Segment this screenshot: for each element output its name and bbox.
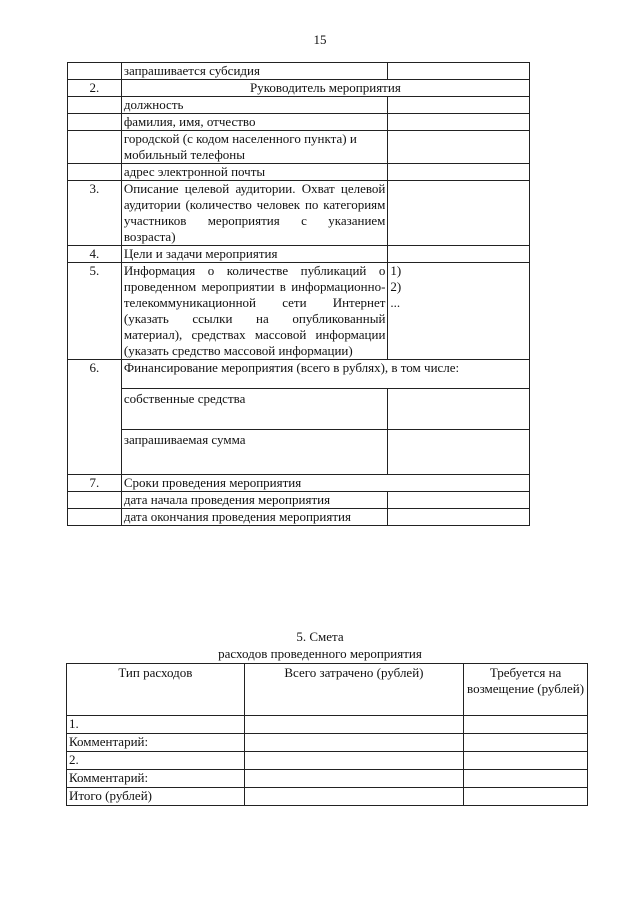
table-row xyxy=(68,114,530,131)
list-item: ... xyxy=(390,295,401,310)
table-row xyxy=(68,263,530,360)
table-row xyxy=(68,97,530,114)
field-label: запрашиваемая сумма xyxy=(121,430,388,475)
section-header: Сроки проведения мероприятия xyxy=(121,475,529,492)
table-row xyxy=(68,360,530,389)
field-label: городской (с кодом населенного пункта) и мобильный телефоны xyxy=(121,131,388,164)
table-row xyxy=(67,788,588,806)
list-item: 1) xyxy=(390,263,402,278)
row-number: 6. xyxy=(68,360,122,475)
table-row xyxy=(68,389,530,430)
field-label: собственные средства xyxy=(121,389,388,430)
value-cell xyxy=(388,246,530,263)
table-row xyxy=(68,492,530,509)
estimate-title-text: расходов проведенного мероприятия xyxy=(218,646,422,661)
field-label: Описание целевой аудитории. Охват целевой аудитории (количество человек по категориям участников мероприятия с указанием возраста) xyxy=(121,181,388,246)
row-number: 5. xyxy=(68,263,122,360)
expense-label: Комментарий: xyxy=(67,734,245,752)
field-label: адрес электронной почты xyxy=(121,164,388,181)
list-item: 2) xyxy=(390,279,402,294)
table-row xyxy=(67,752,588,770)
table-row xyxy=(67,716,588,734)
row-number: 3. xyxy=(68,181,122,246)
subsidy-requested-label: запрашивается субсидия xyxy=(121,63,388,80)
table-row xyxy=(67,734,588,752)
column-header: Тип расходов xyxy=(67,664,245,716)
table-row xyxy=(68,246,530,263)
value-cell xyxy=(388,63,530,80)
estimate-title xyxy=(0,628,640,662)
total-label: Итого (рублей) xyxy=(67,788,245,806)
field-label: фамилия, имя, отчество xyxy=(121,114,388,131)
expense-label: Комментарий: xyxy=(67,770,245,788)
table-header-row xyxy=(67,664,588,716)
expense-label: 2. xyxy=(67,752,245,770)
value-cell xyxy=(388,509,530,526)
table-row xyxy=(68,131,530,164)
page-number: 15 xyxy=(313,32,327,47)
field-label: должность xyxy=(121,97,388,114)
table-row xyxy=(68,430,530,475)
value-cell xyxy=(388,97,530,114)
column-header: Требуется на возмещение (рублей) xyxy=(464,664,588,716)
field-label: Информация о количестве публикаций о проведенном мероприятии в информационно-телекоммуникационной сети Интернет (указать ссылки на опубликованный материал), средствах массовой информации (указать средство массовой информации) xyxy=(121,263,388,360)
table-row xyxy=(67,770,588,788)
table-row xyxy=(68,509,530,526)
value-cell xyxy=(388,114,530,131)
row-number: 4. xyxy=(68,246,122,263)
field-label: дата окончания проведения мероприятия xyxy=(121,509,388,526)
value-cell xyxy=(388,181,530,246)
value-cell xyxy=(388,389,530,430)
value-cell xyxy=(388,430,530,475)
field-label: дата начала проведения мероприятия xyxy=(121,492,388,509)
table-row xyxy=(68,475,530,492)
value-cell xyxy=(388,164,530,181)
estimate-table xyxy=(66,663,588,806)
table-row xyxy=(68,63,530,80)
application-form-table xyxy=(67,62,530,526)
row-number: 2. xyxy=(68,80,122,97)
value-cell xyxy=(388,131,530,164)
value-cell xyxy=(388,263,530,360)
estimate-title-number: 5. Смета xyxy=(296,629,344,644)
row-number: 7. xyxy=(68,475,122,492)
section-header: Финансирование мероприятия (всего в рублях), в том числе: xyxy=(121,360,529,389)
value-cell xyxy=(388,492,530,509)
section-header: Руководитель мероприятия xyxy=(121,80,529,97)
table-row xyxy=(68,181,530,246)
field-label: Цели и задачи мероприятия xyxy=(121,246,388,263)
column-header: Всего затрачено (рублей) xyxy=(244,664,463,716)
expense-label: 1. xyxy=(67,716,245,734)
table-row xyxy=(68,164,530,181)
table-row xyxy=(68,80,530,97)
